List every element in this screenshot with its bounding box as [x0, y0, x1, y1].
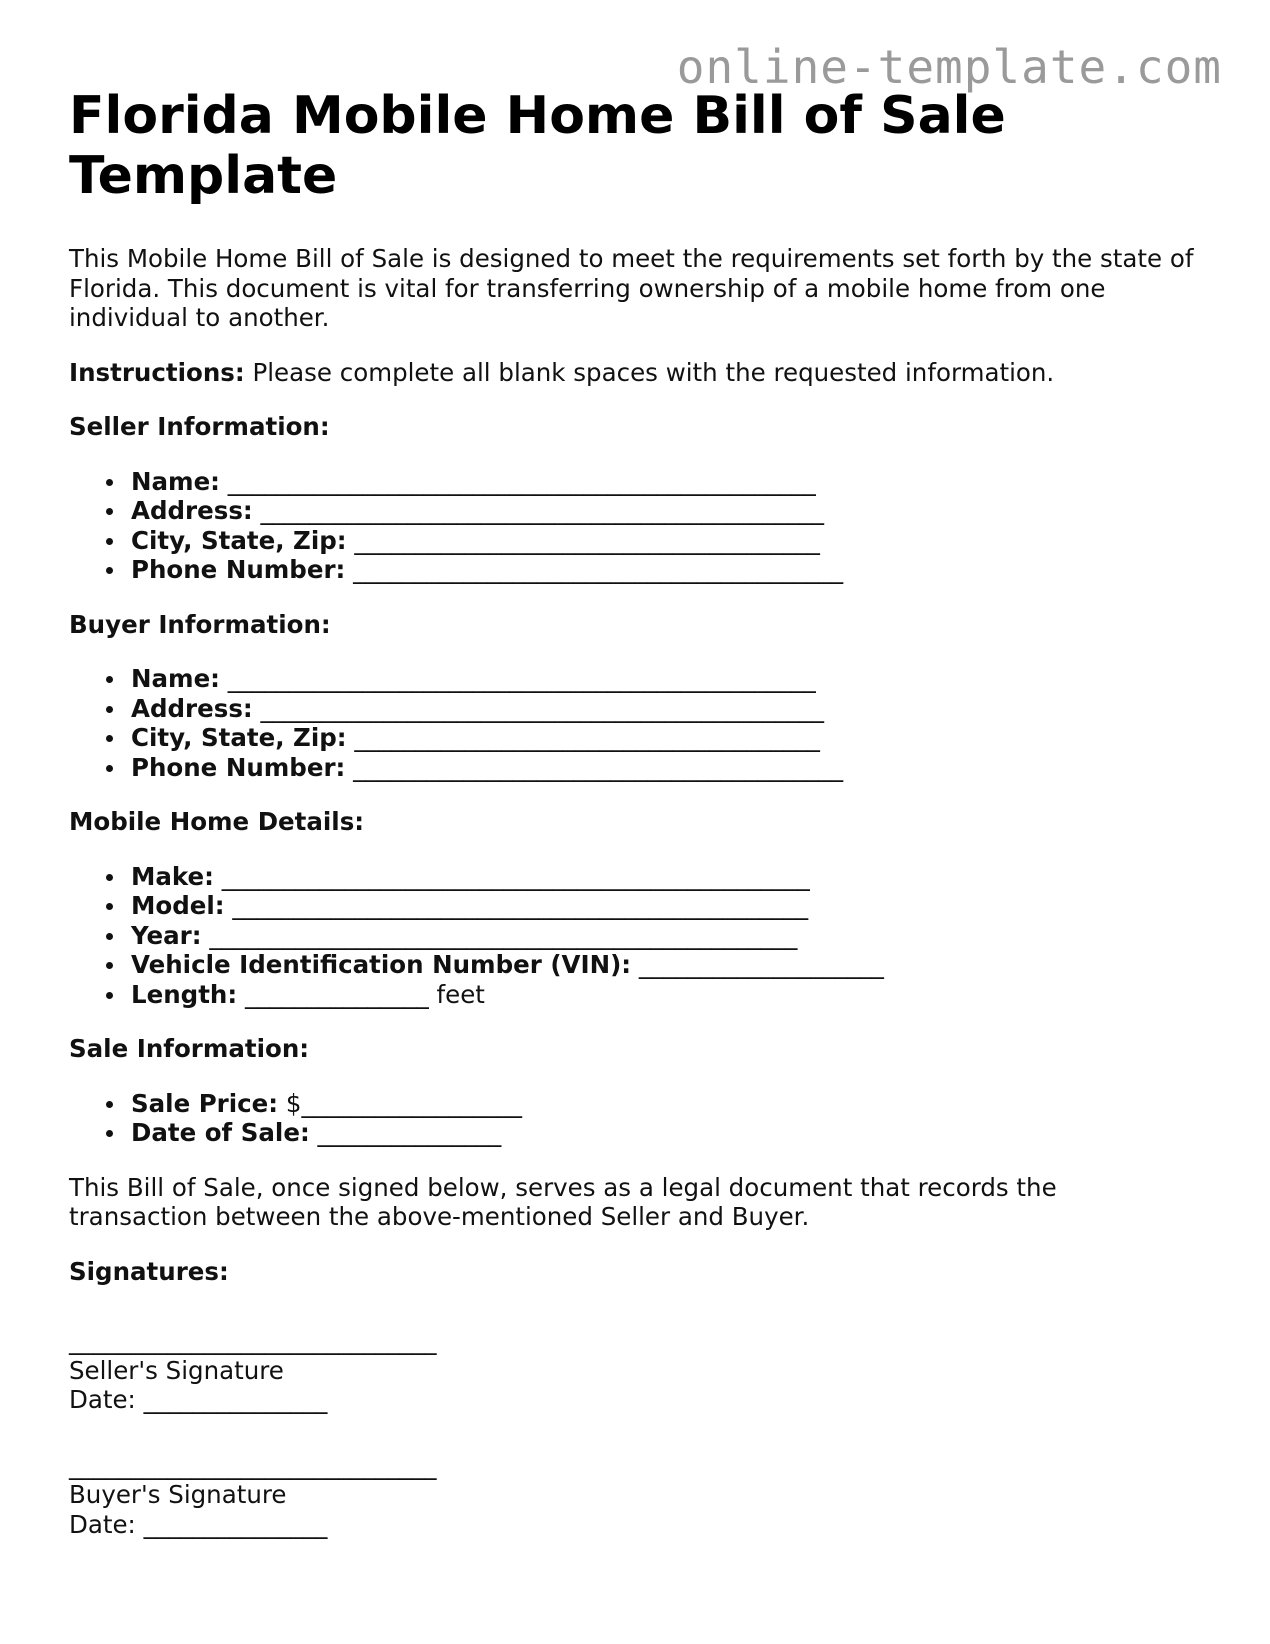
field-blank: _______________________________________________ [224, 891, 809, 920]
seller-fields [69, 467, 1199, 585]
sale-heading: Sale Information: [69, 1034, 310, 1063]
field-label: Length: [131, 979, 238, 1009]
instructions-paragraph [69, 358, 1199, 388]
closing-paragraph: This Bill of Sale, once signed below, serves as a legal document that records the transaction between the above-mentioned Seller and Buyer. [69, 1172, 1057, 1231]
intro-paragraph: This Mobile Home Bill of Sale is designed to meet the requirements set forth by the state of Florida. This document is vital for transferring ownership of a mobile home from one individual to another. [69, 244, 1194, 332]
field-blank: ________________________________________________ [201, 920, 798, 950]
seller-signature-block [69, 1326, 1199, 1415]
buyer-city-state-zip-field [131, 723, 1199, 753]
field-label: Sale Price: [131, 1088, 279, 1118]
signature-line: ______________________________ [69, 1326, 437, 1355]
field-blank: ________________________________________________ [219, 466, 816, 496]
buyer-fields [69, 664, 1199, 782]
field-blank: ________________________________________________ [213, 861, 810, 891]
seller-city-state-zip-field [131, 526, 1199, 556]
sale-fields [69, 1089, 1199, 1148]
signatures-heading: Signatures: [69, 1256, 229, 1286]
field-label: Make: [131, 861, 214, 891]
sale-price-field [131, 1089, 1199, 1119]
field-blank: ________________________________________ [345, 555, 844, 584]
field-label: City, State, Zip: [131, 723, 347, 752]
buyer-name-field [131, 664, 1199, 694]
date-of-sale-field [131, 1118, 1199, 1148]
field-blank: _______________ [309, 1118, 502, 1147]
length-field [131, 980, 1199, 1010]
field-label: City, State, Zip: [131, 525, 347, 555]
mobile-home-fields [69, 862, 1199, 1010]
buyer-date-field: Date: _______________ [69, 1509, 328, 1539]
field-blank: ______________________________________ [346, 723, 820, 752]
instructions-label: Instructions: [69, 357, 245, 387]
model-field [131, 891, 1199, 921]
seller-address-field [131, 496, 1199, 526]
field-label: Model: [131, 891, 225, 920]
document-page [69, 86, 1199, 1539]
vin-field [131, 950, 1199, 980]
field-label: Name: [131, 466, 220, 496]
field-label: Date of Sale: [131, 1118, 310, 1147]
watermark: online-template.com [676, 40, 1222, 94]
page-title: Florida Mobile Home Bill of Sale Template [69, 86, 1006, 206]
seller-heading: Seller Information: [69, 412, 330, 441]
seller-date-field: Date: _______________ [69, 1385, 328, 1414]
buyer-signature-block [69, 1451, 1199, 1540]
buyer-signature-caption: Buyer's Signature [69, 1480, 287, 1509]
seller-signature-caption: Seller's Signature [69, 1355, 284, 1385]
field-label: Phone Number: [131, 752, 346, 782]
field-blank: ______________________________________ [346, 525, 820, 555]
field-label: Vehicle Identification Number (VIN): [131, 950, 632, 979]
make-field [131, 862, 1199, 892]
seller-phone-field [131, 555, 1199, 585]
field-label: Address: [131, 496, 253, 525]
field-label: Address: [131, 693, 253, 723]
field-label: Year: [131, 920, 202, 950]
field-blank: ________________________________________ [345, 752, 844, 782]
field-blank: $__________________ [278, 1088, 522, 1118]
buyer-address-field [131, 694, 1199, 724]
field-blank: ______________________________________________ [252, 496, 824, 525]
signature-line: ______________________________ [69, 1450, 437, 1480]
field-label: Phone Number: [131, 555, 346, 584]
seller-name-field [131, 467, 1199, 497]
buyer-phone-field [131, 753, 1199, 783]
field-blank: ____________________ [631, 950, 884, 979]
field-label: Name: [131, 664, 220, 693]
field-blank: ______________________________________________ [252, 693, 824, 723]
buyer-heading: Buyer Information: [69, 609, 331, 639]
field-blank: ________________________________________________ [219, 664, 816, 693]
field-blank: _______________ feet [237, 979, 485, 1009]
instructions-text: Please complete all blank spaces with the requested information. [244, 357, 1055, 387]
mobile-home-heading: Mobile Home Details: [69, 807, 365, 836]
year-field [131, 921, 1199, 951]
